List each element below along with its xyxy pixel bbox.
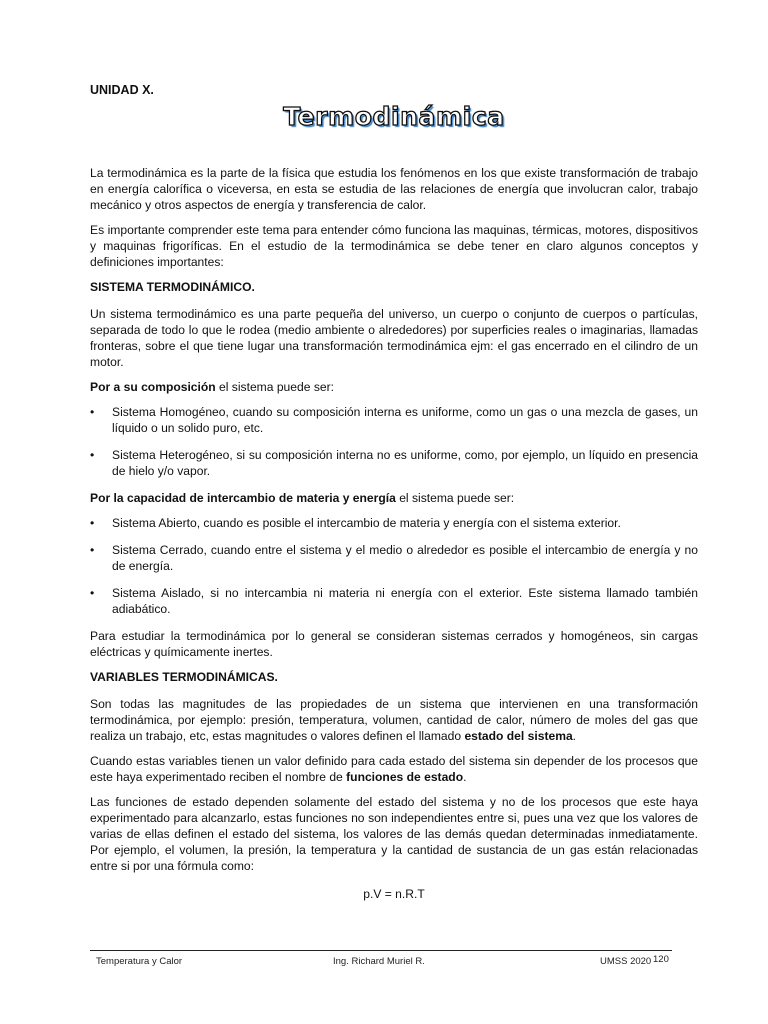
exchange-list (90, 515, 698, 617)
variables-p1-text: Son todas las magnitudes de las propiedades de un sistema que intervienen en una transformación termodinámica, por ejemplo: presión, temperatura, volumen, cantidad de calor, número de moles del gas que realiza un trabajo, etc, estas magnitudes o valores definen el llamado (90, 697, 698, 743)
list-item-text: Sistema Homogéneo, cuando su composición interna es uniforme, como un gas o una mezcla de gases, un líquido o un solido puro, etc. (112, 405, 698, 435)
sistema-closing: Para estudiar la termodinámica por lo general se consideran sistemas cerrados y homogéneos, sin cargas eléctricas y químicamente inertes. (90, 629, 698, 659)
intro-paragraph-1: La termodinámica es la parte de la física que estudia los fenómenos en los que existe transformación de trabajo en energía calorífica o viceversa, en esta se estudia de las relaciones de energía que involucran calor, trabajo mecánico y otros aspectos de energía y transferencia de calor. (90, 166, 698, 212)
variables-p2-bold: funciones de estado (346, 770, 464, 784)
list-item (90, 404, 698, 436)
exchange-lead-bold: Por la capacidad de intercambio de materia y energía (90, 491, 396, 505)
bullet-icon: • (90, 405, 95, 419)
composition-lead (90, 379, 698, 395)
footer-divider (90, 950, 672, 951)
composition-lead-bold: Por a su composición (90, 380, 216, 394)
list-item-text: Sistema Abierto, cuando es posible el intercambio de materia y energía con el sistema exterior. (112, 516, 621, 530)
list-item-text: Sistema Cerrado, cuando entre el sistema y el medio o alrededor es posible el intercambio de energía y no de energía. (112, 543, 698, 573)
variables-paragraph-2 (90, 753, 698, 785)
exchange-lead (90, 490, 698, 506)
document-body (90, 165, 698, 902)
variables-paragraph-1 (90, 696, 698, 744)
list-item (90, 447, 698, 479)
bullet-icon: • (90, 543, 95, 557)
exchange-lead-rest: el sistema puede ser: (395, 491, 515, 505)
footer-subject: Temperatura y Calor (96, 956, 183, 967)
ideal-gas-formula: p.V = n.R.T (363, 887, 425, 901)
page-title: Termodinámica (283, 102, 505, 131)
list-item-text: Sistema Heterogéneo, si su composición interna no es uniforme, como, por ejemplo, un líquido en presencia de hielo y/o vapor. (112, 448, 698, 478)
variables-p2-text: Cuando estas variables tienen un valor definido para cada estado del sistema sin depender de los procesos que este haya experimentado reciben el nombre de (90, 754, 698, 784)
composition-list (90, 404, 698, 479)
variables-p1-end: . (572, 729, 577, 743)
bullet-icon: • (90, 516, 95, 530)
footer-author: Ing. Richard Muriel R. (333, 956, 425, 967)
bullet-icon: • (90, 586, 95, 600)
variables-p2-end: . (463, 770, 467, 784)
page-number: 120 (653, 954, 669, 965)
intro-paragraph-2: Es importante comprender este tema para entender cómo funciona las maquinas, térmicas, motores, dispositivos y maquinas frigoríficas. En el estudio de la termodinámica se debe tener en claro algunos conceptos y definiciones importantes: (90, 223, 698, 269)
variables-paragraph-3: Las funciones de estado dependen solamente del estado del sistema y no de los procesos que este haya experimentado para alcanzarlo, estas funciones no son independientes entre si, pues una vez que los valores de varias de ellas definen el estado del sistema, los valores de las demás quedan determinadas inmediatamente. Por ejemplo, el volumen, la presión, la temperatura y la cantidad de sustancia de un gas están relacionadas entre si por una fórmula como: (90, 795, 698, 873)
sistema-definition: Un sistema termodinámico es una parte pequeña del universo, un cuerpo o conjunto de cuerpos o partículas, separada de todo lo que le rodea (medio ambiente o alrededores) por superficies reales o imaginarias, llamadas fronteras, sobre el que tiene lugar una transformación termodinámica ejm: el gas encerrado en el cilindro de un motor. (90, 307, 698, 369)
list-item (90, 542, 698, 574)
composition-lead-rest: el sistema puede ser: (215, 380, 334, 394)
list-item-text: Sistema Aislado, si no intercambia ni materia ni energía con el exterior. Este sistema llamado también adiabático. (112, 586, 698, 616)
bullet-icon: • (90, 448, 95, 462)
variables-p1-bold: estado del sistema (464, 729, 573, 743)
footer-institution: UMSS 2020 (600, 956, 652, 967)
unit-label: UNIDAD X. (90, 83, 154, 97)
list-item (90, 585, 698, 617)
section-heading-sistema: SISTEMA TERMODINÁMICO. (90, 280, 255, 294)
section-heading-variables: VARIABLES TERMODINÁMICAS. (90, 670, 278, 684)
list-item (90, 515, 698, 531)
